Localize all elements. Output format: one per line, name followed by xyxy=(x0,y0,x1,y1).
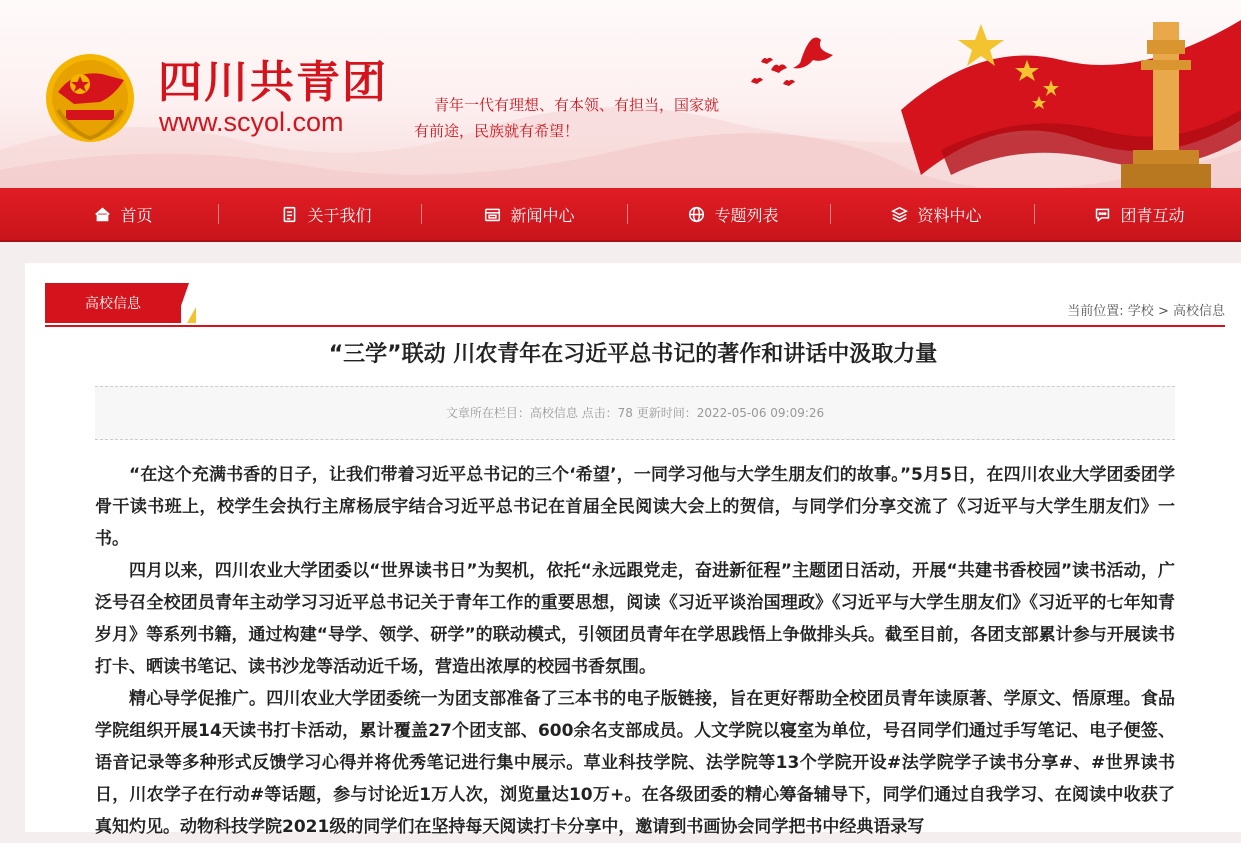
layers-icon xyxy=(891,206,908,223)
nav-interaction-label: 团青互动 xyxy=(1120,205,1185,225)
nav-news-label: 新闻中心 xyxy=(510,205,575,225)
flag-and-monument-decoration xyxy=(721,0,1241,188)
nav-resources-label: 资料中心 xyxy=(917,205,982,225)
nav-about-label: 关于我们 xyxy=(307,205,372,225)
header-banner xyxy=(0,0,1241,188)
content-card xyxy=(25,263,1241,837)
document-icon xyxy=(281,206,298,223)
globe-icon xyxy=(688,206,705,223)
site-logo-title[interactable]: 四川共青团 xyxy=(158,57,388,108)
nav-divider xyxy=(830,204,831,224)
breadcrumb-link-college-info[interactable]: 高校信息 xyxy=(1172,304,1225,319)
breadcrumb xyxy=(1067,300,1225,319)
article-paragraph: “在这个充满书香的日子，让我们带着习近平总书记的三个‘希望’，一同学习他与大学生朋友们的故事。”5月5日，在四川农业大学团委团学骨干读书班上，校学生会执行主席杨辰宇结合习近平总书记在首届全民阅读大会上的贺信，与同学们分享交流了《习近平与大学生朋友们》一书。 xyxy=(95,465,1175,549)
article-title: “三学”联动 川农青年在习近平总书记的著作和讲话中汲取力量 xyxy=(328,342,938,367)
nav-resources[interactable] xyxy=(835,188,1038,240)
slogan-line-2: 有前途，民族就有希望！ xyxy=(414,122,580,140)
home-icon xyxy=(94,206,111,223)
nav-divider xyxy=(421,204,422,224)
section-tab[interactable]: 高校信息 xyxy=(45,283,181,323)
site-url[interactable]: www.scyol.com xyxy=(159,107,344,137)
article-meta: 文章所在栏目：高校信息 点击：78 更新时间：2022-05-06 09:09:26 xyxy=(95,386,1175,440)
tab-accent xyxy=(187,307,196,323)
slogan xyxy=(414,92,754,144)
nav-divider xyxy=(218,204,219,224)
doves-icon xyxy=(751,38,833,87)
nav-divider xyxy=(627,204,628,224)
section-header xyxy=(45,283,1225,327)
breadcrumb-link-school[interactable]: 学校 xyxy=(1127,304,1154,319)
nav-home-label: 首页 xyxy=(120,205,153,225)
article-body xyxy=(95,459,1175,843)
article-paragraph: 四月以来，四川农业大学团委以“世界读书日”为契机，依托“永远跟党走，奋进新征程”主题团日活动，开展“共建书香校园”读书活动，广泛号召全校团员青年主动学习习近平总书记关于青年工作的重要思想，阅读《习近平谈治国理政》《习近平与大学生朋友们》《习近平的七年知青岁月》等系列书籍，通过构建“导学、领学、研学”的联动模式，引领团员青年在学思践悟上争做排头兵。截至目前，各团支部累计参与开展读书打卡、晒读书笔记、读书沙龙等活动近千场，营造出浓厚的校园书香氛围。 xyxy=(95,561,1175,677)
breadcrumb-prefix: 当前位置: xyxy=(1067,304,1124,319)
nav-interaction[interactable] xyxy=(1038,188,1241,240)
nav-topics[interactable] xyxy=(632,188,835,240)
article-paragraph: 精心导学促推广。四川农业大学团委统一为团支部准备了三本书的电子版链接，旨在更好帮助全校团员青年读原著、学原文、悟原理。食品学院组织开展14天读书打卡活动，累计覆盖27个团支部、600余名支部成员。人文学院以寝室为单位，号召同学们通过手写笔记、电子便签、语音记录等多种形式反馈学习心得并将优秀笔记进行集中展示。草业科技学院、法学院等13个学院开设#法学院学子读书分享#、#世界读书日，川农学子在行动#等话题，参与讨论近1万人次，浏览量达10万+。在各级团委的精心筹备辅导下，同学们通过自我学习、在阅读中收获了真知灼见。动物科技学院2021级的同学们在坚持每天阅读打卡分享中，邀请到书画协会同学把书中经典语录写 xyxy=(95,689,1175,837)
nav-topics-label: 专题列表 xyxy=(714,205,779,225)
nav-about[interactable] xyxy=(225,188,428,240)
nav-news[interactable] xyxy=(428,188,631,240)
slogan-line-1: 青年一代有理想、有本领、有担当，国家就 xyxy=(434,96,720,114)
nav-divider xyxy=(1034,204,1035,224)
youth-league-emblem-icon xyxy=(44,52,136,144)
main-navigation xyxy=(0,188,1241,242)
breadcrumb-separator: > xyxy=(1157,304,1169,319)
chat-icon xyxy=(1094,206,1111,223)
nav-home[interactable] xyxy=(22,188,225,240)
news-icon xyxy=(484,206,501,223)
